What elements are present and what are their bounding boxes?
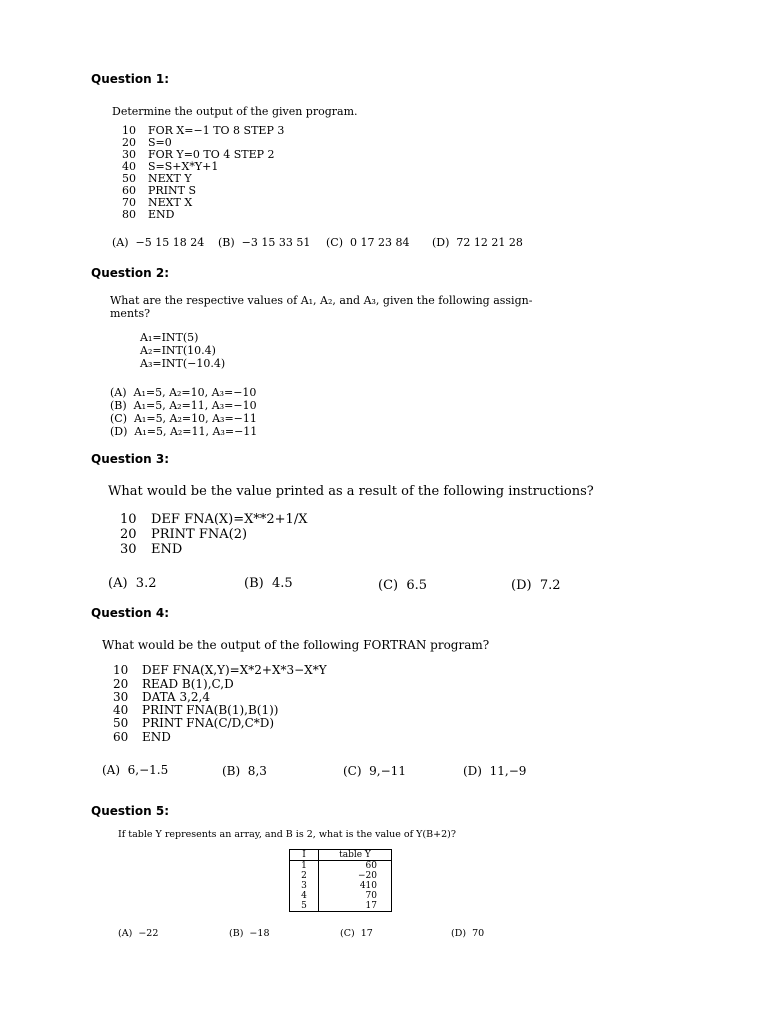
code-text: FOR X=−1 TO 8 STEP 3 xyxy=(148,124,285,137)
code-text: PRINT S xyxy=(148,184,197,197)
line-number: 60 xyxy=(113,730,129,744)
code-text: S=0 xyxy=(148,136,172,149)
assignment-line: A₁=INT(5) xyxy=(140,331,199,344)
table-cell: 2 xyxy=(290,871,319,881)
line-number: 80 xyxy=(122,208,136,221)
option-c: (C) 6.5 xyxy=(378,578,428,593)
code-line xyxy=(113,677,234,691)
code-text: END xyxy=(148,208,175,221)
option-d: (D) 70 xyxy=(451,928,485,939)
option-c: (C) 17 xyxy=(340,928,373,939)
table-cell: 17 xyxy=(365,901,377,911)
table-cell: 3 xyxy=(290,881,319,891)
table-row xyxy=(290,871,392,881)
code-line xyxy=(120,527,247,542)
code-line xyxy=(113,703,278,717)
option-d: (D) 11,−9 xyxy=(463,764,527,778)
code-text: DATA 3,2,4 xyxy=(142,690,210,704)
option-c: (C) 9,−11 xyxy=(343,764,406,778)
line-number: 10 xyxy=(120,512,137,527)
code-text: NEXT X xyxy=(148,196,193,209)
line-number: 10 xyxy=(122,124,136,137)
question-1-heading: Question 1: xyxy=(91,72,169,86)
code-text: READ B(1),C,D xyxy=(142,677,234,691)
line-number: 10 xyxy=(113,663,129,677)
table-cell: 5 xyxy=(290,901,319,912)
table-row xyxy=(290,861,392,872)
code-text: END xyxy=(142,730,171,744)
table-cell: 60 xyxy=(365,861,377,871)
option-b: (B) −18 xyxy=(229,928,270,939)
table-header-row xyxy=(290,850,392,861)
line-number: 60 xyxy=(122,184,136,197)
option-a: (A) 6,−1.5 xyxy=(102,763,169,777)
line-number: 50 xyxy=(113,716,129,730)
option-a: (A) A₁=5, A₂=10, A₃=−10 xyxy=(110,386,257,399)
line-number: 50 xyxy=(122,172,136,185)
column-header: I xyxy=(290,850,319,861)
code-line xyxy=(113,730,171,744)
question-5-heading: Question 5: xyxy=(91,804,169,818)
code-text: S=S+X*Y+1 xyxy=(148,160,219,173)
code-line xyxy=(122,208,174,221)
table-cell: −20 xyxy=(358,871,377,881)
question-2-prompt-line-1: What are the respective values of A₁, A₂, and A₃, given the following assign- xyxy=(110,294,533,307)
code-line xyxy=(120,512,307,527)
option-b: (B) A₁=5, A₂=11, A₃=−10 xyxy=(110,399,257,412)
question-3-heading: Question 3: xyxy=(91,452,169,466)
line-number: 70 xyxy=(122,196,136,209)
question-5-prompt: If table Y represents an array, and B is 2, what is the value of Y(B+2)? xyxy=(118,829,456,840)
option-d: (D) 7.2 xyxy=(511,578,561,593)
line-number: 20 xyxy=(122,136,136,149)
code-text: END xyxy=(151,542,183,557)
option-b: (B) 4.5 xyxy=(244,576,293,591)
option-a: (A) −22 xyxy=(118,928,159,939)
line-number: 20 xyxy=(113,677,129,691)
code-text: NEXT Y xyxy=(148,172,192,185)
code-text: PRINT FNA(B(1),B(1)) xyxy=(142,703,279,717)
line-number: 40 xyxy=(113,703,129,717)
option-b: (B) 8,3 xyxy=(222,764,267,778)
table-row xyxy=(290,891,392,901)
question-1-prompt: Determine the output of the given program. xyxy=(112,105,358,118)
option-d: (D) A₁=5, A₂=11, A₃=−11 xyxy=(110,425,258,438)
code-text: DEF FNA(X)=X**2+1/X xyxy=(151,512,308,527)
option-a: (A) −5 15 18 24 xyxy=(112,236,205,249)
question-3-prompt: What would be the value printed as a result of the following instructions? xyxy=(108,484,594,499)
table-row xyxy=(290,901,392,912)
code-line xyxy=(113,663,327,677)
code-line xyxy=(113,690,210,704)
assignment-line: A₃=INT(−10.4) xyxy=(140,357,226,370)
table-cell: 4 xyxy=(290,891,319,901)
code-text: PRINT FNA(C/D,C*D) xyxy=(142,716,275,730)
table-cell: 70 xyxy=(365,891,377,901)
code-line xyxy=(113,716,274,730)
line-number: 30 xyxy=(113,690,129,704)
question-4-prompt: What would be the output of the following FORTRAN program? xyxy=(102,638,490,652)
question-2-heading: Question 2: xyxy=(91,266,169,280)
option-a: (A) 3.2 xyxy=(108,576,157,591)
code-text: FOR Y=0 TO 4 STEP 2 xyxy=(148,148,275,161)
line-number: 30 xyxy=(120,542,137,557)
option-b: (B) −3 15 33 51 xyxy=(218,236,311,249)
option-c: (C) 0 17 23 84 xyxy=(326,236,410,249)
table-cell: 1 xyxy=(290,861,319,872)
line-number: 20 xyxy=(120,527,137,542)
assignment-line: A₂=INT(10.4) xyxy=(140,344,216,357)
code-text: PRINT FNA(2) xyxy=(151,527,248,542)
question-4-heading: Question 4: xyxy=(91,606,169,620)
line-number: 30 xyxy=(122,148,136,161)
option-d: (D) 72 12 21 28 xyxy=(432,236,523,249)
table-row xyxy=(290,881,392,891)
table-cell: 410 xyxy=(359,881,377,891)
code-text: DEF FNA(X,Y)=X*2+X*3−X*Y xyxy=(142,663,327,677)
question-2-prompt-line-2: ments? xyxy=(110,307,150,320)
table-y xyxy=(289,849,392,912)
option-c: (C) A₁=5, A₂=10, A₃=−11 xyxy=(110,412,257,425)
line-number: 40 xyxy=(122,160,136,173)
code-line xyxy=(120,542,182,557)
column-header: table Y xyxy=(319,850,392,861)
